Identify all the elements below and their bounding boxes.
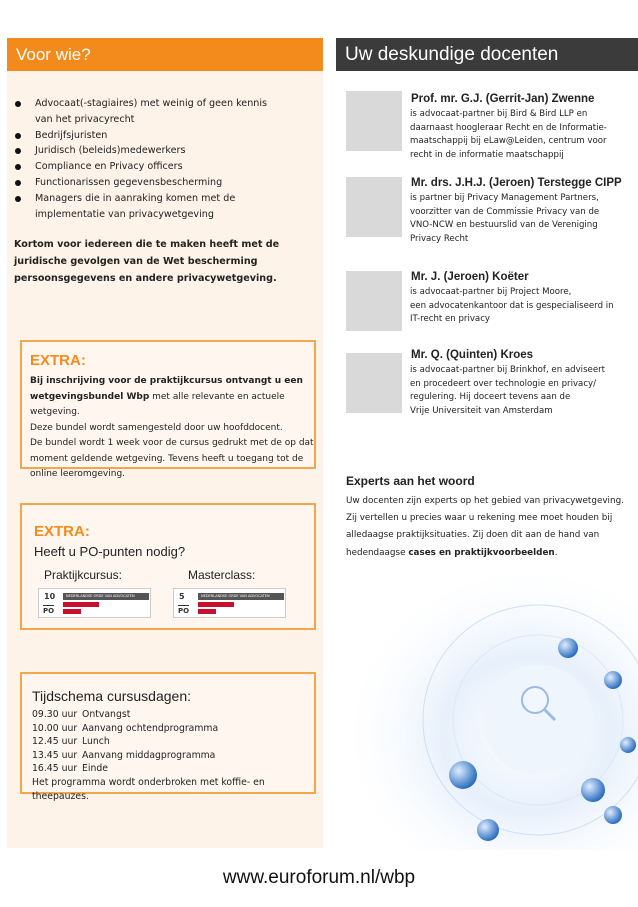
list-item: Juridisch (beleids)medewerkers	[14, 143, 304, 159]
experts-text: Uw docenten zijn experts op het gebied van privacywetgeving. Zij vertellen u precies waar u rekening mee moet houden bij alledaagse praktijksituaties. Zij doen dit aan de hand van hedendaagse cases en praktijkvoorbeelden.	[346, 496, 624, 558]
schedule-note: Het programma wordt onderbroken met koffie- en theepauzes.	[32, 776, 265, 802]
speaker-bio: is partner bij Privacy Management Partners, voorzitter van de Commissie Privacy van de VNO-NCW en bestuurslid van de Vereniging Privacy Recht	[410, 193, 600, 244]
speaker-photo	[346, 271, 402, 331]
list-item: Managers die in aanraking komen met de implementatie van privacywetgeving	[14, 191, 304, 223]
schedule-row: 16.45 uur Einde	[32, 763, 108, 774]
speaker-bio: is advocaat-partner bij Bird & Bird LLP en daarnaast hoogleraar Recht en de Informatie- maatschappij bij eLaw@Leiden, centrum voor recht in de informatie maatschappij	[410, 109, 607, 160]
docenten-header: Uw deskundige docenten	[336, 38, 638, 71]
speaker-bio: is advocaat-partner bij Project Moore, een advocatenkantoor dat is gespecialiseerd in IT-recht en privacy	[410, 287, 614, 325]
masterclass-label: Masterclass:	[188, 568, 256, 582]
list-item: Bedrijfsjuristen	[14, 128, 304, 144]
po-badge-masterclass: 5 PO NEDERLANDSE ORDE VAN ADVOCATEN	[173, 588, 286, 618]
list-item: Advocaat(-stagiaires) met weinig of geen kennis van het privacyrecht	[14, 96, 304, 128]
po-question: Heeft u PO-punten nodig?	[34, 544, 186, 559]
speaker-name: Mr. drs. J.H.J. (Jeroen) Terstegge CIPP	[411, 177, 622, 189]
website-url[interactable]: www.euroforum.nl/wbp	[222, 867, 416, 888]
nova-logo-bar: NEDERLANDSE ORDE VAN ADVOCATEN	[63, 593, 149, 600]
schedule-box	[20, 672, 316, 802]
audience-list	[14, 96, 304, 222]
po-badge-praktijkcursus: 10 PO NEDERLANDSE ORDE VAN ADVOCATEN	[38, 588, 151, 618]
praktijkcursus-label: Praktijkcursus:	[44, 568, 123, 582]
schedule-row: 10.00 uur Aanvang ochtendprogramma	[32, 722, 219, 734]
extra-title: EXTRA:	[30, 352, 86, 369]
schedule-row: 12.45 uur Lunch	[32, 736, 110, 747]
decorative-globe-graphic	[323, 560, 638, 850]
experts-title: Experts aan het woord	[346, 474, 475, 488]
extra-title: EXTRA:	[34, 523, 90, 540]
speaker-name: Mr. J. (Jeroen) Koëter	[411, 271, 529, 283]
speaker-photo	[346, 177, 402, 237]
schedule-row: 13.45 uur Aanvang middagprogramma	[32, 749, 216, 761]
speaker-photo	[346, 353, 402, 413]
list-item: Functionarissen gegevensbescherming	[14, 175, 304, 191]
schedule-title: Tijdschema cursusdagen:	[32, 688, 192, 704]
speaker-name: Mr. Q. (Quinten) Kroes	[411, 349, 534, 361]
voor-wie-header: Voor wie?	[7, 38, 323, 71]
speaker-photo	[346, 91, 402, 151]
globe-orb-icon	[449, 761, 477, 789]
list-item: Compliance en Privacy officers	[14, 159, 304, 175]
schedule-row: 09.30 uur Ontvangst	[32, 709, 131, 720]
audience-summary: Kortom voor iedereen die te maken heeft met de juridische gevolgen van de Wet bescherming persoonsgegevens en andere privacywetgeving.	[14, 239, 280, 284]
speaker-bio: is advocaat-partner bij Brinkhof, en adviseert en procedeert over technologie en privacy/ regulering. Hij doceert tevens aan de Vrije Universiteit van Amsterdam	[410, 365, 606, 416]
nova-logo-bar: NEDERLANDSE ORDE VAN ADVOCATEN	[198, 593, 284, 600]
extra-bundle-box	[20, 340, 316, 479]
speaker-name: Prof. mr. G.J. (Gerrit-Jan) Zwenne	[411, 93, 595, 105]
extra-bundle-text: Bij inschrijving voor de praktijkcursus ontvangt u een wetgevingsbundel Wbp met alle relevante en actuele wetgeving. Deze bundel wordt samengesteld door uw hoofddocent. De bundel wordt 1 week voor de cursus gedrukt met de op dat moment geldende wetgeving. Tevens heeft u toegang tot de online leeromgeving.	[30, 376, 314, 479]
